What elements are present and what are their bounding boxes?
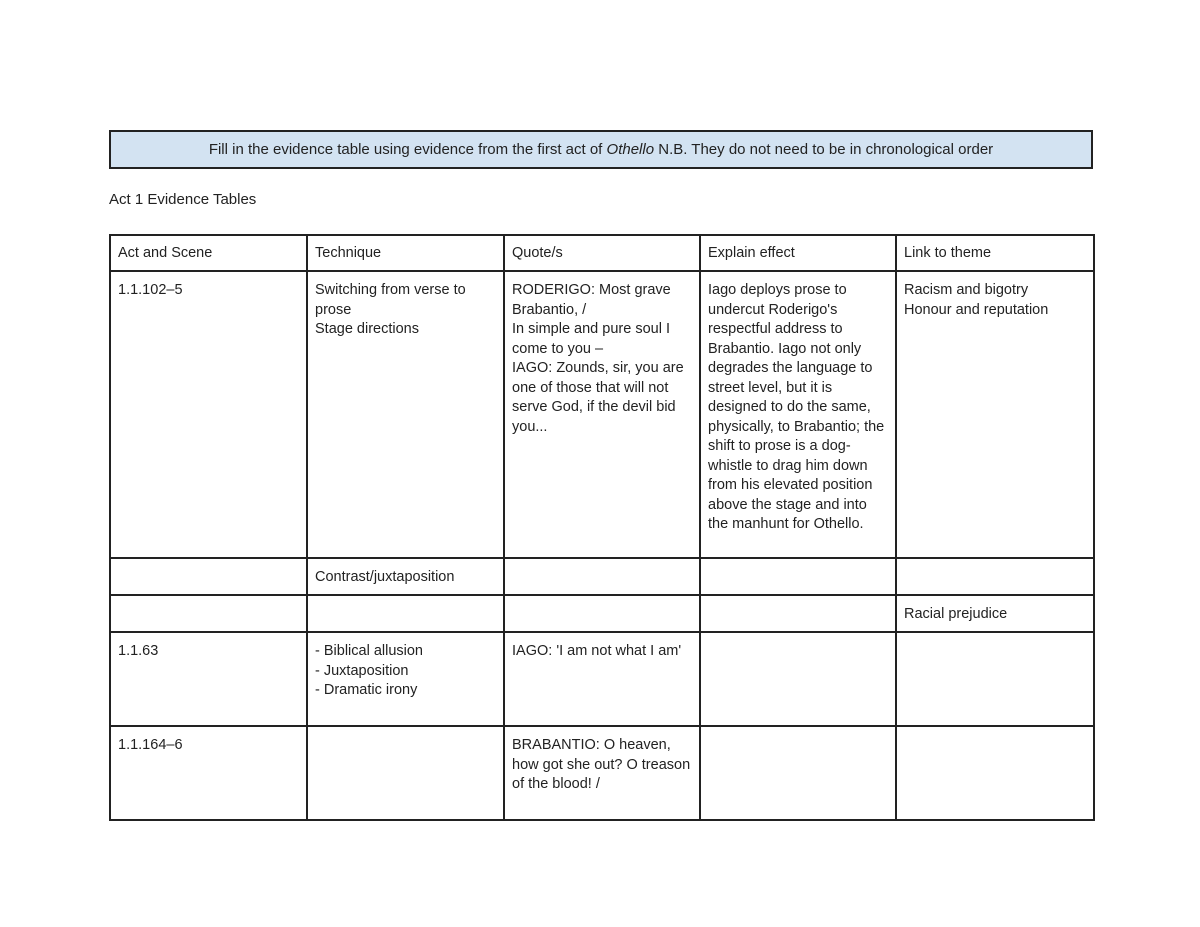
header-link-to-theme: Link to theme [896,235,1094,271]
cell-act-scene[interactable] [110,595,307,632]
table-row [110,271,1094,558]
cell-theme[interactable] [896,632,1094,726]
header-act-scene: Act and Scene [110,235,307,271]
cell-technique[interactable] [307,595,504,632]
section-heading: Act 1 Evidence Tables [109,191,257,208]
cell-technique[interactable]: - Biblical allusion - Juxtaposition - Dramatic irony [307,632,504,726]
cell-effect[interactable] [700,726,896,820]
table-row [110,595,1094,632]
table-row [110,632,1094,726]
cell-quote[interactable] [504,558,700,595]
header-quotes: Quote/s [504,235,700,271]
cell-act-scene[interactable]: 1.1.164–6 [110,726,307,820]
cell-theme[interactable]: Racism and bigotry Honour and reputation [896,271,1094,558]
cell-theme[interactable] [896,726,1094,820]
header-row [110,235,1094,271]
cell-quote[interactable]: BRABANTIO: O heaven, how got she out? O treason of the blood! / [504,726,700,820]
play-title: Othello [606,141,655,158]
cell-technique[interactable] [307,726,504,820]
cell-quote[interactable]: RODERIGO: Most grave Brabantio, / In simple and pure soul I come to you – IAGO: Zounds, sir, you are one of those that will not serve God, if the devil bid you... [504,271,700,558]
cell-technique[interactable]: Switching from verse to prose Stage directions [307,271,504,558]
evidence-table [109,234,1095,821]
header-technique: Technique [307,235,504,271]
cell-act-scene[interactable] [110,558,307,595]
cell-theme[interactable] [896,558,1094,595]
cell-act-scene[interactable]: 1.1.102–5 [110,271,307,558]
instruction-banner [109,130,1093,169]
table-row [110,726,1094,820]
cell-theme[interactable]: Racial prejudice [896,595,1094,632]
cell-effect[interactable]: Iago deploys prose to undercut Roderigo's respectful address to Brabantio. Iago not only degrades the language to street level, but it is designed to do the same, physically, to Brabantio; the shift to prose is a dog-whistle to drag him down from his elevated position above the stage and into the manhunt for Othello. [700,271,896,558]
table-row [110,558,1094,595]
header-explain-effect: Explain effect [700,235,896,271]
cell-quote[interactable] [504,595,700,632]
cell-technique[interactable]: Contrast/juxtaposition [307,558,504,595]
cell-act-scene[interactable]: 1.1.63 [110,632,307,726]
cell-quote[interactable]: IAGO: 'I am not what I am' [504,632,700,726]
cell-effect[interactable] [700,595,896,632]
instruction-text: Fill in the evidence table using evidence from the first act of Othello N.B. They do not need to be in chronological order [208,141,994,158]
cell-effect[interactable] [700,632,896,726]
cell-effect[interactable] [700,558,896,595]
